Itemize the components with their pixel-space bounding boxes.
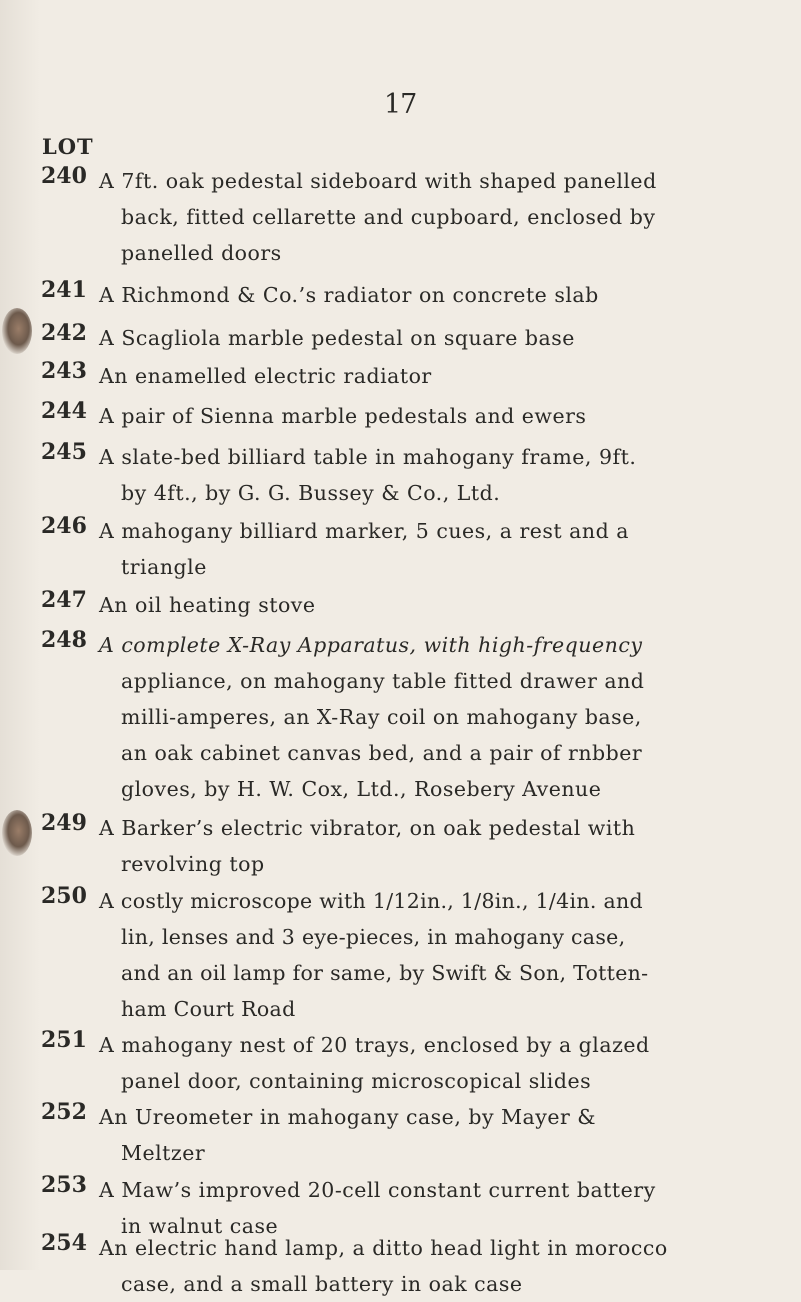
description-line: and an oil lamp for same, by Swift & Son, Totten- — [121, 961, 649, 985]
lot-description — [99, 439, 789, 511]
description-line: revolving top — [121, 852, 265, 876]
lot-description — [99, 587, 789, 623]
lot-number: 249 — [41, 810, 87, 836]
binding-hole-lower — [2, 810, 32, 856]
description-line: in walnut case — [121, 1214, 279, 1238]
description-line: lin, lenses and 3 eye-pieces, in mahogany case, — [121, 925, 626, 949]
lot-description — [99, 398, 789, 434]
lot-column-header: LOT — [42, 134, 94, 159]
description-line: A Maw’s improved 20-cell constant current battery — [99, 1178, 656, 1202]
description-line: A Richmond & Co.’s radiator on concrete slab — [99, 283, 599, 307]
lot-description — [99, 320, 789, 356]
description-line: triangle — [121, 555, 207, 579]
description-line: Meltzer — [121, 1141, 206, 1165]
description-line: A Scagliola marble pedestal on square base — [99, 326, 575, 350]
lot-number: 254 — [41, 1230, 87, 1256]
description-line: an oak cabinet canvas bed, and a pair of rnbber — [121, 741, 643, 765]
lot-number: 252 — [41, 1099, 87, 1125]
lot-number: 250 — [41, 883, 87, 909]
description-line: An oil heating stove — [99, 593, 316, 617]
binding-hole-upper — [2, 308, 32, 354]
lot-number: 241 — [41, 277, 87, 303]
description-line: panelled doors — [121, 241, 282, 265]
description-line: A slate-bed billiard table in mahogany frame, 9ft. — [99, 445, 637, 469]
lot-number: 246 — [41, 513, 87, 539]
description-line: A Barker’s electric vibrator, on oak pedestal with — [99, 816, 636, 840]
description-line: An electric hand lamp, a ditto head light in morocco — [99, 1236, 668, 1260]
lot-description — [99, 1027, 789, 1099]
description-line: panel door, containing microscopical slides — [121, 1069, 592, 1093]
description-line: milli-amperes, an X-Ray coil on mahogany base, — [121, 705, 642, 729]
lot-description — [99, 1230, 789, 1302]
lot-number: 245 — [41, 439, 87, 465]
description-line: gloves, by H. W. Cox, Ltd., Rosebery Avenue — [121, 777, 602, 801]
description-line: A costly microscope with 1/12in., 1/8in., 1/4in. and — [99, 889, 643, 913]
lot-description — [99, 810, 789, 882]
description-line: A mahogany nest of 20 trays, enclosed by a glazed — [99, 1033, 650, 1057]
lot-description — [99, 163, 789, 271]
description-line: by 4ft., by G. G. Bussey & Co., Ltd. — [121, 481, 501, 505]
lot-description — [99, 1099, 789, 1171]
description-line: A mahogany billiard marker, 5 cues, a rest and a — [99, 519, 629, 543]
lot-description — [99, 277, 789, 313]
description-line: case, and a small battery in oak case — [121, 1272, 523, 1296]
description-line: An Ureometer in mahogany case, by Mayer & — [99, 1105, 597, 1129]
description-line: appliance, on mahogany table fitted drawer and — [121, 669, 645, 693]
lot-description — [99, 358, 789, 394]
description-line: ham Court Road — [121, 997, 296, 1021]
lot-description — [99, 513, 789, 585]
lot-description — [99, 627, 789, 807]
lot-number: 240 — [41, 163, 87, 189]
description-line: A complete X-Ray Apparatus, with high-frequency — [99, 633, 643, 657]
lot-number: 251 — [41, 1027, 87, 1053]
lot-number: 242 — [41, 320, 87, 346]
lot-number: 244 — [41, 398, 87, 424]
lot-number: 253 — [41, 1172, 87, 1198]
lot-number: 243 — [41, 358, 87, 384]
description-line: A 7ft. oak pedestal sideboard with shaped panelled — [99, 169, 657, 193]
lot-number: 248 — [41, 627, 87, 653]
lot-number: 247 — [41, 587, 87, 613]
description-line: A pair of Sienna marble pedestals and ewers — [99, 404, 587, 428]
description-line: back, fitted cellarette and cupboard, enclosed by — [121, 205, 656, 229]
description-line: An enamelled electric radiator — [99, 364, 432, 388]
page-number: 17 — [384, 89, 417, 120]
lot-description — [99, 883, 789, 1027]
